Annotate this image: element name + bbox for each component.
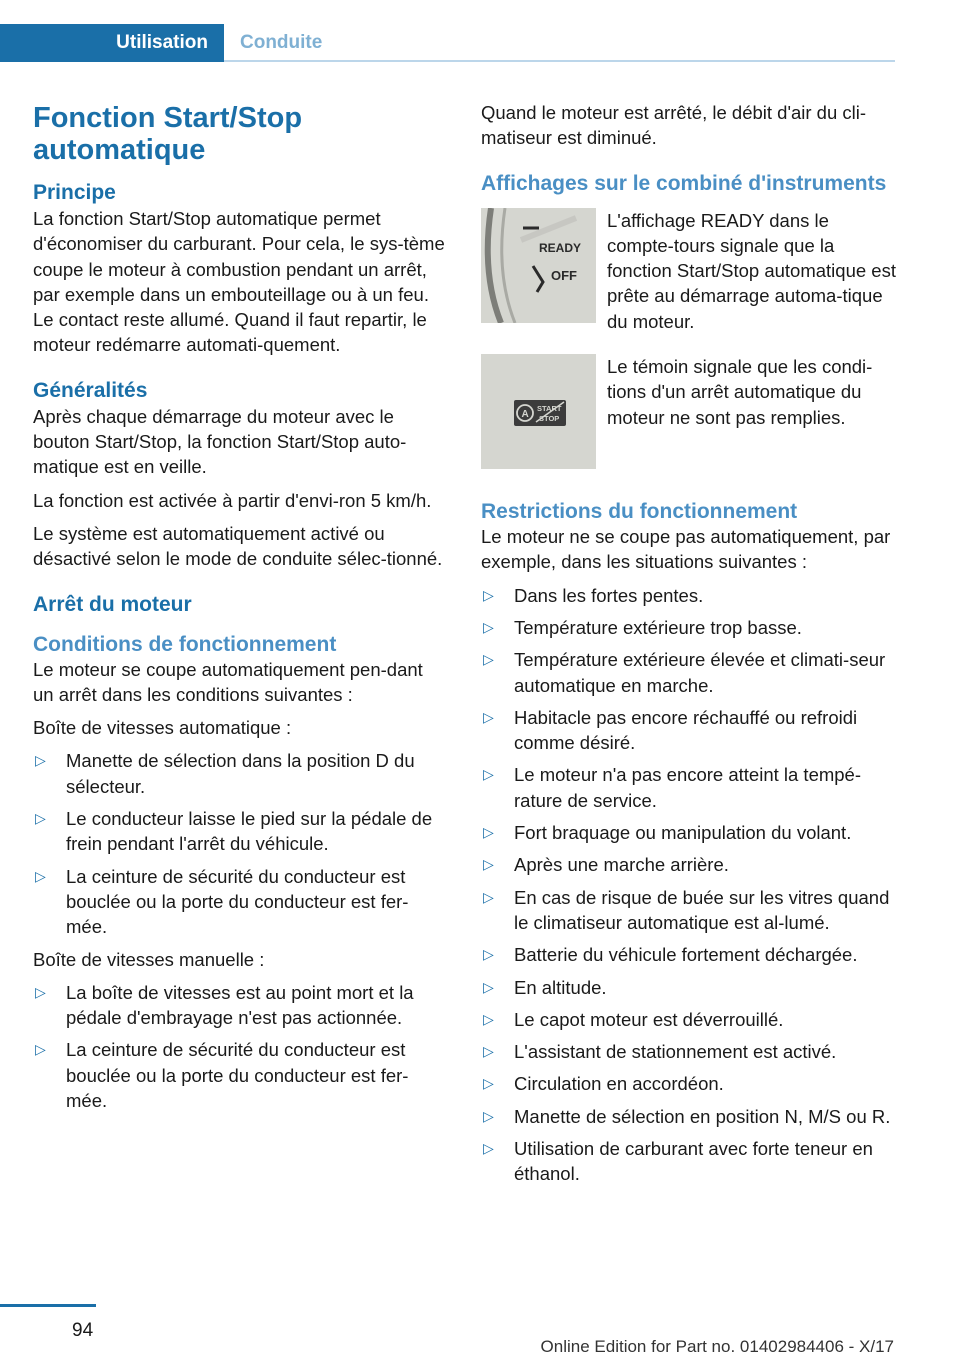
bullet-icon: ▷ xyxy=(483,618,494,635)
list-item: ▷ En cas de risque de buée sur les vitres quand le climatiseur automatique est al-lumé. xyxy=(483,886,890,933)
footer-rule xyxy=(0,1304,96,1307)
bullet-icon: ▷ xyxy=(483,856,494,873)
bullet-icon: ▷ xyxy=(483,586,494,603)
section-tabs xyxy=(0,24,895,62)
list-item: ▷ En altitude. xyxy=(481,975,896,1000)
bullet-icon: ▷ xyxy=(483,1043,494,1060)
principe-text: La fonction Start/Stop automatique permet d'économiser du carburant. Pour cela, le sys-tème coupe le moteur à combustion pendant un arrêt, par exemple dans un embouteillage ou à un feu. Le contact reste allumé. Quand il faut repartir, le moteur redémarre automati-quement. xyxy=(33,208,445,356)
manual-gearbox-label: Boîte de vitesses manuelle : xyxy=(33,948,265,970)
bullet-icon: ▷ xyxy=(35,983,46,1000)
list-item: ▷ Habitacle pas encore réchauffé ou refroidi comme désiré. xyxy=(483,706,858,754)
list-item: ▷ Fort braquage ou manipulation du volant. xyxy=(481,820,896,845)
bullet-icon: ▷ xyxy=(483,824,494,841)
bullet-icon: ▷ xyxy=(35,1041,46,1058)
restrictions-text: Le moteur ne se coupe pas automatiquement, par exemple, dans les situations suivantes : xyxy=(481,526,891,573)
generalites-paragraph-2: La fonction est activée à partir d'envi-ron 5 km/h. xyxy=(33,489,432,511)
generalites-paragraph-1: Après chaque démarrage du moteur avec le bouton Start/Stop, la fonction Start/Stop auto-matique est en veille. xyxy=(33,405,407,478)
bullet-icon: ▷ xyxy=(35,867,46,884)
list-item: ▷ La ceinture de sécurité du conducteur est bouclée ou la porte du conducteur est fer-mée. xyxy=(35,865,409,938)
auto-gearbox-list xyxy=(33,748,445,939)
bullet-icon: ▷ xyxy=(483,888,494,905)
heading-principe: Principe xyxy=(33,181,116,204)
conditions-text: Le moteur se coupe automatiquement pen-dant un arrêt dans les conditions suivantes : xyxy=(33,658,423,705)
list-item: ▷ Le capot moteur est déverrouillé. xyxy=(481,1007,896,1032)
list-item: ▷ Batterie du véhicule fortement déchargée. xyxy=(481,942,896,967)
figure-start-stop xyxy=(481,354,896,469)
left-column xyxy=(33,100,445,1120)
ready-description: L'affichage READY dans le compte-tours signale que la fonction Start/Stop automatique est prête au démarrage automa-tique du moteur. xyxy=(607,209,896,332)
intro-text: Quand le moteur est arrêté, le débit d'air du cli-matiseur est diminué. xyxy=(481,102,867,149)
manual-gearbox-list xyxy=(33,980,445,1113)
start-stop-indicator-image xyxy=(481,354,596,469)
start-stop-description: Le témoin signale que les condi-tions d'un arrêt automatique du moteur ne sont pas remplies. xyxy=(607,356,873,428)
list-item: ▷ Dans les fortes pentes. xyxy=(481,583,896,608)
edition-note: Online Edition for Part no. 01402984406 - X/17 xyxy=(540,1337,894,1356)
svg-text:A: A xyxy=(521,409,529,421)
heading-conditions: Conditions de fonctionnement xyxy=(33,632,337,656)
svg-text:STOP: STOP xyxy=(539,414,560,424)
page-title: Fonction Start/Stop automatique xyxy=(33,102,303,166)
heading-generalites: Généralités xyxy=(33,378,148,402)
list-item: ▷ Manette de sélection en position N, M/S ou R. xyxy=(481,1104,896,1129)
tab-divider xyxy=(224,60,895,62)
tachometer-ready-image xyxy=(481,208,596,323)
page-number: 94 xyxy=(72,1320,94,1341)
heading-arret-moteur: Arrêt du moteur xyxy=(33,592,192,616)
bullet-icon: ▷ xyxy=(483,1010,494,1027)
list-item: ▷ Circulation en accordéon. xyxy=(481,1071,896,1096)
auto-gearbox-label: Boîte de vitesses automatique : xyxy=(33,717,292,739)
figure-ready xyxy=(481,208,896,334)
svg-text:READY: READY xyxy=(539,240,582,255)
generalites-paragraph-3: Le système est automatiquement activé ou désactivé selon le mode de conduite sélec-tionné. xyxy=(33,522,443,570)
tab-conduite[interactable]: Conduite xyxy=(240,32,323,53)
bullet-icon: ▷ xyxy=(483,946,494,963)
start-stop-warning-icon xyxy=(481,354,596,469)
list-item: ▷ L'assistant de stationnement est activé. xyxy=(481,1039,896,1064)
svg-text:OFF: OFF xyxy=(551,267,577,283)
list-item: ▷ Le moteur n'a pas encore atteint la tempé-rature de service. xyxy=(483,764,862,811)
list-item: ▷ Utilisation de carburant avec forte teneur en éthanol. xyxy=(483,1138,873,1185)
list-item: ▷ Après une marche arrière. xyxy=(481,852,896,877)
list-item: ▷ Température extérieure trop basse. xyxy=(481,615,896,640)
list-item: ▷ Température extérieure élevée et climati-seur automatique en marche. xyxy=(483,649,886,696)
heading-restrictions: Restrictions du fonctionnement xyxy=(481,500,798,524)
list-item: ▷ Le conducteur laisse le pied sur la pédale de frein pendant l'arrêt du véhicule. xyxy=(35,808,433,855)
bullet-icon: ▷ xyxy=(483,1107,494,1124)
svg-text:START: START xyxy=(537,404,562,414)
restrictions-list xyxy=(481,583,896,1187)
bullet-icon: ▷ xyxy=(483,708,494,725)
right-column xyxy=(481,100,896,1194)
bullet-icon: ▷ xyxy=(483,978,494,995)
bullet-icon: ▷ xyxy=(483,766,494,783)
list-item: ▷ Manette de sélection dans la position D du sélecteur. xyxy=(35,750,415,797)
bullet-icon: ▷ xyxy=(483,1075,494,1092)
bullet-icon: ▷ xyxy=(35,752,46,769)
bullet-icon: ▷ xyxy=(35,810,46,827)
bullet-icon: ▷ xyxy=(483,1140,494,1157)
heading-affichages: Affichages sur le combiné d'instruments xyxy=(481,171,887,195)
bullet-icon: ▷ xyxy=(483,651,494,668)
tab-utilisation[interactable]: Utilisation xyxy=(0,24,224,62)
list-item: ▷ La boîte de vitesses est au point mort et la pédale d'embrayage n'est pas actionnée. xyxy=(35,981,414,1029)
tachometer-icon xyxy=(481,208,596,323)
list-item: ▷ La ceinture de sécurité du conducteur est bouclée ou la porte du conducteur est fer-mée. xyxy=(35,1039,409,1112)
